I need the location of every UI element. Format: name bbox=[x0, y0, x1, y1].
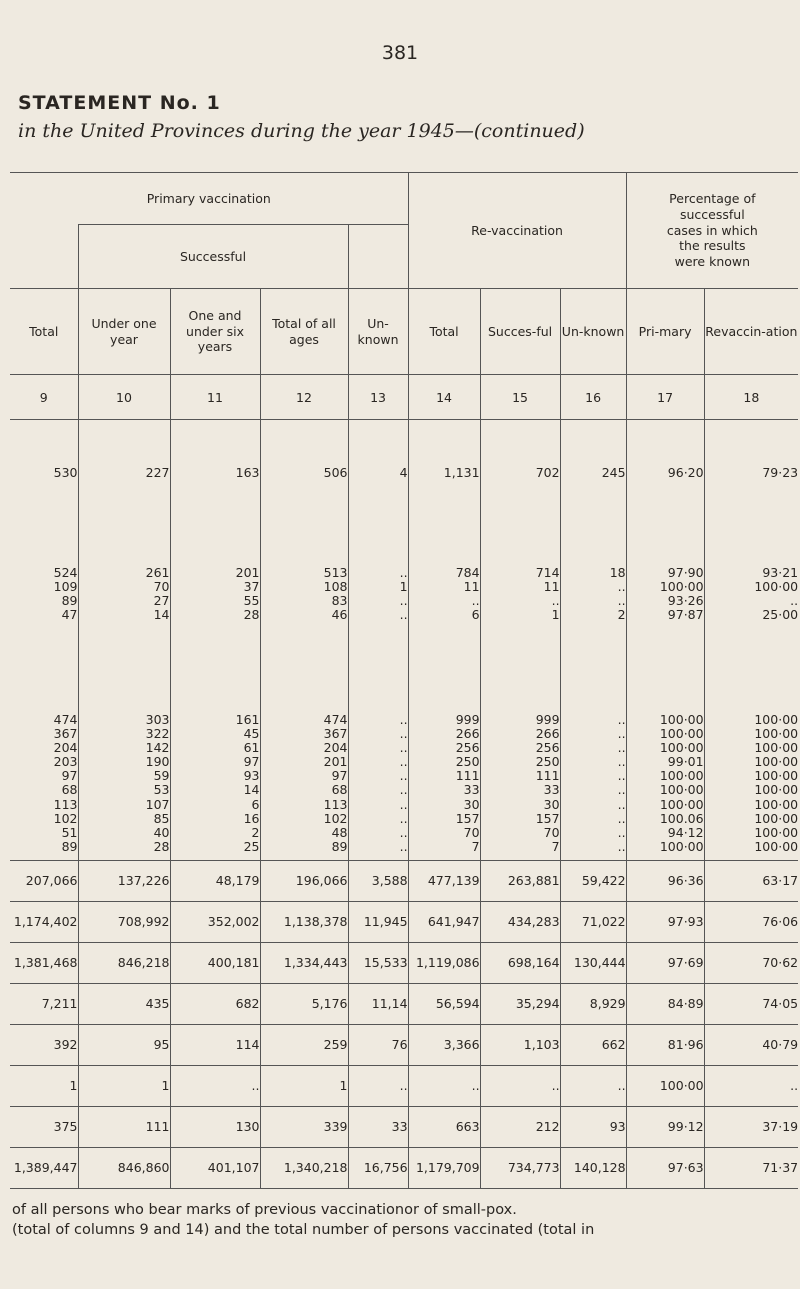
table-cell: 7 bbox=[480, 840, 560, 860]
column-number: 13 bbox=[348, 375, 408, 420]
table-cell: 714 bbox=[480, 526, 560, 580]
table-row bbox=[10, 420, 798, 526]
table-cell: 89 bbox=[260, 840, 348, 860]
table-cell: 1,131 bbox=[408, 420, 480, 526]
table-cell: 97·87 bbox=[626, 608, 704, 672]
table-cell: 100·00 bbox=[754, 754, 799, 770]
table-cell: 93 bbox=[560, 1106, 626, 1147]
table-cell: 100·00 bbox=[626, 769, 704, 783]
table-cell: 97·63 bbox=[626, 1147, 704, 1188]
table-cell: 94·12 bbox=[626, 826, 704, 840]
table-cell: .. bbox=[170, 1065, 260, 1106]
table-cell: 76 bbox=[348, 1024, 408, 1065]
table-cell: 97·69 bbox=[626, 942, 704, 983]
table-cell: 37·19 bbox=[704, 1106, 798, 1147]
primary-vaccination-header: Primary vaccination bbox=[10, 173, 408, 225]
table-cell: 111 bbox=[480, 769, 560, 783]
statement-heading: STATEMENT No. 1 bbox=[18, 92, 221, 114]
table-cell: 204 bbox=[10, 741, 78, 755]
table-cell: .. bbox=[560, 840, 626, 860]
table-cell: 1,138,378 bbox=[260, 901, 348, 942]
table-cell: .. bbox=[560, 594, 626, 608]
table-cell: 322 bbox=[78, 727, 170, 741]
column-number: 14 bbox=[408, 375, 480, 420]
table-cell: 137,226 bbox=[78, 860, 170, 901]
table-cell: .. bbox=[348, 769, 408, 783]
table-cell: 71,022 bbox=[560, 901, 626, 942]
table-cell: 28 bbox=[170, 608, 260, 672]
summary-row bbox=[10, 983, 798, 1024]
table-cell: 846,218 bbox=[78, 942, 170, 983]
table-cell: .. bbox=[560, 672, 626, 726]
table-cell: 161 bbox=[170, 672, 260, 726]
table-cell: 18 bbox=[560, 526, 626, 580]
table-cell: .. bbox=[348, 594, 408, 608]
table-cell: 59,422 bbox=[560, 860, 626, 901]
table-cell: 74·05 bbox=[704, 983, 798, 1024]
table-cell: 100·00 bbox=[626, 741, 704, 755]
table-cell: 15,533 bbox=[348, 942, 408, 983]
table-cell: .. bbox=[560, 769, 626, 783]
table-cell: 55 bbox=[170, 594, 260, 608]
table-row bbox=[10, 769, 798, 783]
table-cell: 113 bbox=[260, 798, 348, 812]
table-cell: 100.06 bbox=[626, 812, 704, 826]
table-cell: 70 bbox=[480, 826, 560, 840]
table-cell: 93·21 bbox=[762, 564, 799, 580]
summary-row bbox=[10, 942, 798, 983]
table-cell: 339 bbox=[260, 1106, 348, 1147]
table-cell: 784 bbox=[408, 526, 480, 580]
table-cell: 513 bbox=[260, 526, 348, 580]
table-row bbox=[10, 741, 798, 755]
table-cell: 102 bbox=[10, 812, 78, 826]
table-cell: 100·00 bbox=[626, 1065, 704, 1106]
table-cell: .. bbox=[790, 593, 799, 609]
table-cell: .. bbox=[348, 798, 408, 812]
table-cell: 100·00 bbox=[626, 580, 704, 594]
table-cell: 100·00 bbox=[754, 810, 799, 826]
table-cell: 97 bbox=[170, 755, 260, 769]
table-cell: 4 bbox=[348, 420, 408, 526]
footnote-line-2: (total of columns 9 and 14) and the total number of persons vaccinated (total in bbox=[12, 1222, 595, 1238]
table-cell: 25·00 bbox=[762, 607, 799, 623]
table-cell: 100·00 bbox=[626, 783, 704, 797]
table-cell: 207,066 bbox=[10, 860, 78, 901]
table-cell: 1,340,218 bbox=[260, 1147, 348, 1188]
table-cell: 93 bbox=[170, 769, 260, 783]
table-cell: 1,174,402 bbox=[10, 901, 78, 942]
table-cell: 256 bbox=[480, 741, 560, 755]
table-cell: 100·00 bbox=[754, 768, 799, 784]
table-row bbox=[10, 526, 798, 580]
table-cell: 81·96 bbox=[626, 1024, 704, 1065]
table-cell: 256 bbox=[408, 741, 480, 755]
table-cell: 157 bbox=[408, 812, 480, 826]
table-cell: 53 bbox=[78, 783, 170, 797]
footnote-line-1: of all persons who bear marks of previous vaccinationor of small-pox. bbox=[12, 1202, 517, 1218]
table-cell: 7,211 bbox=[10, 983, 78, 1024]
table-row bbox=[10, 840, 798, 860]
table-cell: 3,588 bbox=[348, 860, 408, 901]
table-cell: 2 bbox=[560, 608, 626, 672]
table-cell: 434,283 bbox=[480, 901, 560, 942]
table-cell: 102 bbox=[260, 812, 348, 826]
table-cell: .. bbox=[348, 526, 408, 580]
table-cell: 474 bbox=[260, 672, 348, 726]
table-cell: 392 bbox=[10, 1024, 78, 1065]
table-cell: 201 bbox=[260, 755, 348, 769]
table-cell: .. bbox=[348, 1065, 408, 1106]
table-cell: 163 bbox=[170, 420, 260, 526]
table-cell: 7 bbox=[408, 840, 480, 860]
column-number: 15 bbox=[480, 375, 560, 420]
table-cell: 113 bbox=[10, 798, 78, 812]
table-cell: 97 bbox=[260, 769, 348, 783]
table-cell: 100·00 bbox=[626, 840, 704, 860]
table-cell: 435 bbox=[78, 983, 170, 1024]
table-row bbox=[10, 755, 798, 769]
column-number: 12 bbox=[260, 375, 348, 420]
table-cell: 227 bbox=[78, 420, 170, 526]
table-cell: 367 bbox=[260, 727, 348, 741]
revaccination-header: Re-vaccination bbox=[408, 173, 626, 289]
table-cell: .. bbox=[560, 741, 626, 755]
table-cell: 846,860 bbox=[78, 1147, 170, 1188]
table-cell: 33 bbox=[408, 783, 480, 797]
table-cell: 130,444 bbox=[560, 942, 626, 983]
table-cell: 698,164 bbox=[480, 942, 560, 983]
table-cell: .. bbox=[348, 812, 408, 826]
table-cell: 14 bbox=[170, 783, 260, 797]
table-cell: 1 bbox=[348, 580, 408, 594]
table-cell: .. bbox=[348, 727, 408, 741]
table-cell: 6 bbox=[408, 608, 480, 672]
table-row bbox=[10, 812, 798, 826]
table-cell: 30 bbox=[408, 798, 480, 812]
table-cell: 107 bbox=[78, 798, 170, 812]
table-cell: .. bbox=[560, 826, 626, 840]
table-cell: 3,366 bbox=[408, 1024, 480, 1065]
table-row bbox=[10, 798, 798, 812]
table-cell: 111 bbox=[408, 769, 480, 783]
vaccination-table bbox=[10, 172, 798, 1189]
table-cell: 261 bbox=[78, 526, 170, 580]
table-cell: 999 bbox=[408, 672, 480, 726]
table-cell: 702 bbox=[480, 420, 560, 526]
table-cell: 100·00 bbox=[754, 796, 799, 812]
table-cell: .. bbox=[560, 798, 626, 812]
table-cell: 204 bbox=[260, 741, 348, 755]
table-row bbox=[10, 783, 798, 797]
table-cell: 45 bbox=[170, 727, 260, 741]
table-cell: 367 bbox=[10, 727, 78, 741]
table-cell: .. bbox=[408, 1065, 480, 1106]
table-cell: 734,773 bbox=[480, 1147, 560, 1188]
table-cell: 100·00 bbox=[626, 672, 704, 726]
table-cell: 76·06 bbox=[704, 901, 798, 942]
table-cell: 1,334,443 bbox=[260, 942, 348, 983]
table-cell: 48 bbox=[260, 826, 348, 840]
table-cell: 89 bbox=[10, 594, 78, 608]
table-cell: .. bbox=[560, 580, 626, 594]
table-cell: 100·00 bbox=[754, 782, 799, 798]
table-cell: 97·93 bbox=[626, 901, 704, 942]
column-number-row bbox=[10, 375, 798, 420]
table-cell: .. bbox=[348, 672, 408, 726]
col-re-unknown: Un-known bbox=[560, 289, 626, 375]
table-cell: .. bbox=[560, 755, 626, 769]
table-cell: 203 bbox=[10, 755, 78, 769]
table-cell: 2 bbox=[170, 826, 260, 840]
col-re-successful: Succes-ful bbox=[480, 289, 560, 375]
table-cell: 108 bbox=[260, 580, 348, 594]
table-cell: 96·36 bbox=[626, 860, 704, 901]
successful-header: Successful bbox=[78, 225, 348, 289]
table-cell: 93·26 bbox=[626, 594, 704, 608]
table-cell: 70 bbox=[408, 826, 480, 840]
table-cell: 109 bbox=[10, 580, 78, 594]
table-cell: 999 bbox=[480, 672, 560, 726]
table-cell: 68 bbox=[260, 783, 348, 797]
column-number: 18 bbox=[704, 375, 798, 420]
table-cell: 70 bbox=[78, 580, 170, 594]
statement-subheading: in the United Provinces during the year 1945—(continued) bbox=[18, 120, 585, 142]
table-cell: 61 bbox=[170, 741, 260, 755]
col-one-under-six: One and under six years bbox=[170, 289, 260, 375]
table-cell: .. bbox=[348, 608, 408, 672]
table-cell: 641,947 bbox=[408, 901, 480, 942]
table-cell: 682 bbox=[170, 983, 260, 1024]
table-cell: 14 bbox=[78, 608, 170, 672]
table-row bbox=[10, 594, 798, 608]
table-cell: 37 bbox=[170, 580, 260, 594]
table-cell: 201 bbox=[170, 526, 260, 580]
table-cell: 40·79 bbox=[704, 1024, 798, 1065]
table-cell: 142 bbox=[78, 741, 170, 755]
table-cell: 99·01 bbox=[626, 755, 704, 769]
table-cell: .. bbox=[408, 594, 480, 608]
table-cell: 474 bbox=[10, 672, 78, 726]
table-cell: 400,181 bbox=[170, 942, 260, 983]
table-cell: 401,107 bbox=[170, 1147, 260, 1188]
table-cell: 663 bbox=[408, 1106, 480, 1147]
table-cell: 100·00 bbox=[754, 739, 799, 755]
col-unknown: Un-known bbox=[348, 289, 408, 375]
table-cell: 11 bbox=[408, 580, 480, 594]
table-cell: .. bbox=[348, 783, 408, 797]
table-cell: 33 bbox=[480, 783, 560, 797]
table-cell: 375 bbox=[10, 1106, 78, 1147]
table-cell: 56,594 bbox=[408, 983, 480, 1024]
table-cell: 708,992 bbox=[78, 901, 170, 942]
table-cell: 35,294 bbox=[480, 983, 560, 1024]
table-cell: 1 bbox=[10, 1065, 78, 1106]
table-cell: 140,128 bbox=[560, 1147, 626, 1188]
footnote bbox=[12, 1200, 594, 1240]
summary-row bbox=[10, 1065, 798, 1106]
table-cell: 524 bbox=[10, 526, 78, 580]
table-cell: 16,756 bbox=[348, 1147, 408, 1188]
table-cell: 259 bbox=[260, 1024, 348, 1065]
table-cell: 85 bbox=[78, 812, 170, 826]
table-cell: 33 bbox=[348, 1106, 408, 1147]
table-row bbox=[10, 608, 798, 672]
table-cell: 11 bbox=[480, 580, 560, 594]
table-cell: 1 bbox=[260, 1065, 348, 1106]
table-cell: 46 bbox=[260, 608, 348, 672]
table-cell: 11,945 bbox=[348, 901, 408, 942]
table-cell: .. bbox=[348, 840, 408, 860]
percentage-header: Percentage of successful cases in which the results were known bbox=[666, 191, 758, 269]
column-number: 16 bbox=[560, 375, 626, 420]
table-cell: 506 bbox=[260, 420, 348, 526]
page-number: 381 bbox=[381, 42, 419, 64]
table-cell: 250 bbox=[408, 755, 480, 769]
table-cell: 97·90 bbox=[626, 526, 704, 580]
table-cell: 1 bbox=[480, 608, 560, 672]
table-cell: 68 bbox=[10, 783, 78, 797]
column-number: 9 bbox=[10, 375, 78, 420]
table-cell: 263,881 bbox=[480, 860, 560, 901]
table-cell: 47 bbox=[10, 608, 78, 672]
table-cell: 63·17 bbox=[704, 860, 798, 901]
table-cell: 5,176 bbox=[260, 983, 348, 1024]
column-number: 17 bbox=[626, 375, 704, 420]
table-cell: 111 bbox=[78, 1106, 170, 1147]
table-cell: 25 bbox=[170, 840, 260, 860]
table-cell: .. bbox=[348, 755, 408, 769]
table-cell: 157 bbox=[480, 812, 560, 826]
table-cell: .. bbox=[560, 783, 626, 797]
table-cell: 100·00 bbox=[626, 798, 704, 812]
table-cell: .. bbox=[348, 826, 408, 840]
summary-row bbox=[10, 1147, 798, 1188]
table-cell: .. bbox=[560, 812, 626, 826]
table-cell: 266 bbox=[408, 727, 480, 741]
table-cell: .. bbox=[560, 1065, 626, 1106]
table-cell: 59 bbox=[78, 769, 170, 783]
table-cell: 245 bbox=[560, 420, 626, 526]
table-cell: 1,389,447 bbox=[10, 1147, 78, 1188]
table-cell: .. bbox=[480, 594, 560, 608]
table-cell: 1,381,468 bbox=[10, 942, 78, 983]
table-cell: 97 bbox=[10, 769, 78, 783]
table-cell: 1,103 bbox=[480, 1024, 560, 1065]
table-cell: 11,14 bbox=[348, 983, 408, 1024]
table-row bbox=[10, 826, 798, 840]
table-cell: 70·62 bbox=[704, 942, 798, 983]
table-cell: 84·89 bbox=[626, 983, 704, 1024]
table-cell: 100·00 bbox=[754, 725, 799, 741]
table-row bbox=[10, 727, 798, 741]
table-cell: 48,179 bbox=[170, 860, 260, 901]
table-cell: 114 bbox=[170, 1024, 260, 1065]
col-total-all-ages: Total of all ages bbox=[260, 289, 348, 375]
table-cell: 100·00 bbox=[754, 839, 799, 855]
table-cell: .. bbox=[480, 1065, 560, 1106]
table-cell: 250 bbox=[480, 755, 560, 769]
table-cell: 190 bbox=[78, 755, 170, 769]
table-cell: 79·23 bbox=[762, 464, 799, 480]
table-row bbox=[10, 672, 798, 726]
table-cell: 89 bbox=[10, 840, 78, 860]
table-cell: 8,929 bbox=[560, 983, 626, 1024]
table-cell: .. bbox=[560, 727, 626, 741]
table-cell: 27 bbox=[78, 594, 170, 608]
table-cell: 1 bbox=[78, 1065, 170, 1106]
summary-row bbox=[10, 1024, 798, 1065]
col-pct-revaccination: Revaccin-ation bbox=[705, 323, 798, 339]
table-cell: 1,119,086 bbox=[408, 942, 480, 983]
column-number: 11 bbox=[170, 375, 260, 420]
table-cell: 28 bbox=[78, 840, 170, 860]
summary-row bbox=[10, 901, 798, 942]
table-cell: 100·00 bbox=[754, 825, 799, 841]
table-cell: 100·00 bbox=[754, 711, 799, 727]
table-cell: 51 bbox=[10, 826, 78, 840]
col-pct-primary: Pri-mary bbox=[626, 289, 704, 375]
table-cell: 6 bbox=[170, 798, 260, 812]
table-cell: .. bbox=[704, 1065, 798, 1106]
col-under-one-year: Under one year bbox=[78, 289, 170, 375]
table-cell: 530 bbox=[10, 420, 78, 526]
table-cell: 30 bbox=[480, 798, 560, 812]
col-total: Total bbox=[10, 289, 78, 375]
table-cell: 477,139 bbox=[408, 860, 480, 901]
table-cell: 95 bbox=[78, 1024, 170, 1065]
table-cell: 130 bbox=[170, 1106, 260, 1147]
table-cell: 212 bbox=[480, 1106, 560, 1147]
table-cell: .. bbox=[348, 741, 408, 755]
column-number: 10 bbox=[78, 375, 170, 420]
table-cell: 266 bbox=[480, 727, 560, 741]
table-cell: 83 bbox=[260, 594, 348, 608]
summary-row bbox=[10, 860, 798, 901]
table-cell: 352,002 bbox=[170, 901, 260, 942]
table-cell: 100·00 bbox=[626, 727, 704, 741]
table-cell: 196,066 bbox=[260, 860, 348, 901]
table-cell: 1,179,709 bbox=[408, 1147, 480, 1188]
table-cell: 99·12 bbox=[626, 1106, 704, 1147]
table-cell: 100·00 bbox=[754, 578, 799, 594]
table-cell: 303 bbox=[78, 672, 170, 726]
summary-row bbox=[10, 1106, 798, 1147]
table-cell: 96·20 bbox=[626, 420, 704, 526]
table-cell: 40 bbox=[78, 826, 170, 840]
table-row bbox=[10, 580, 798, 594]
col-re-total: Total bbox=[408, 289, 480, 375]
table-cell: 71·37 bbox=[704, 1147, 798, 1188]
table-cell: 16 bbox=[170, 812, 260, 826]
table-cell: 662 bbox=[560, 1024, 626, 1065]
